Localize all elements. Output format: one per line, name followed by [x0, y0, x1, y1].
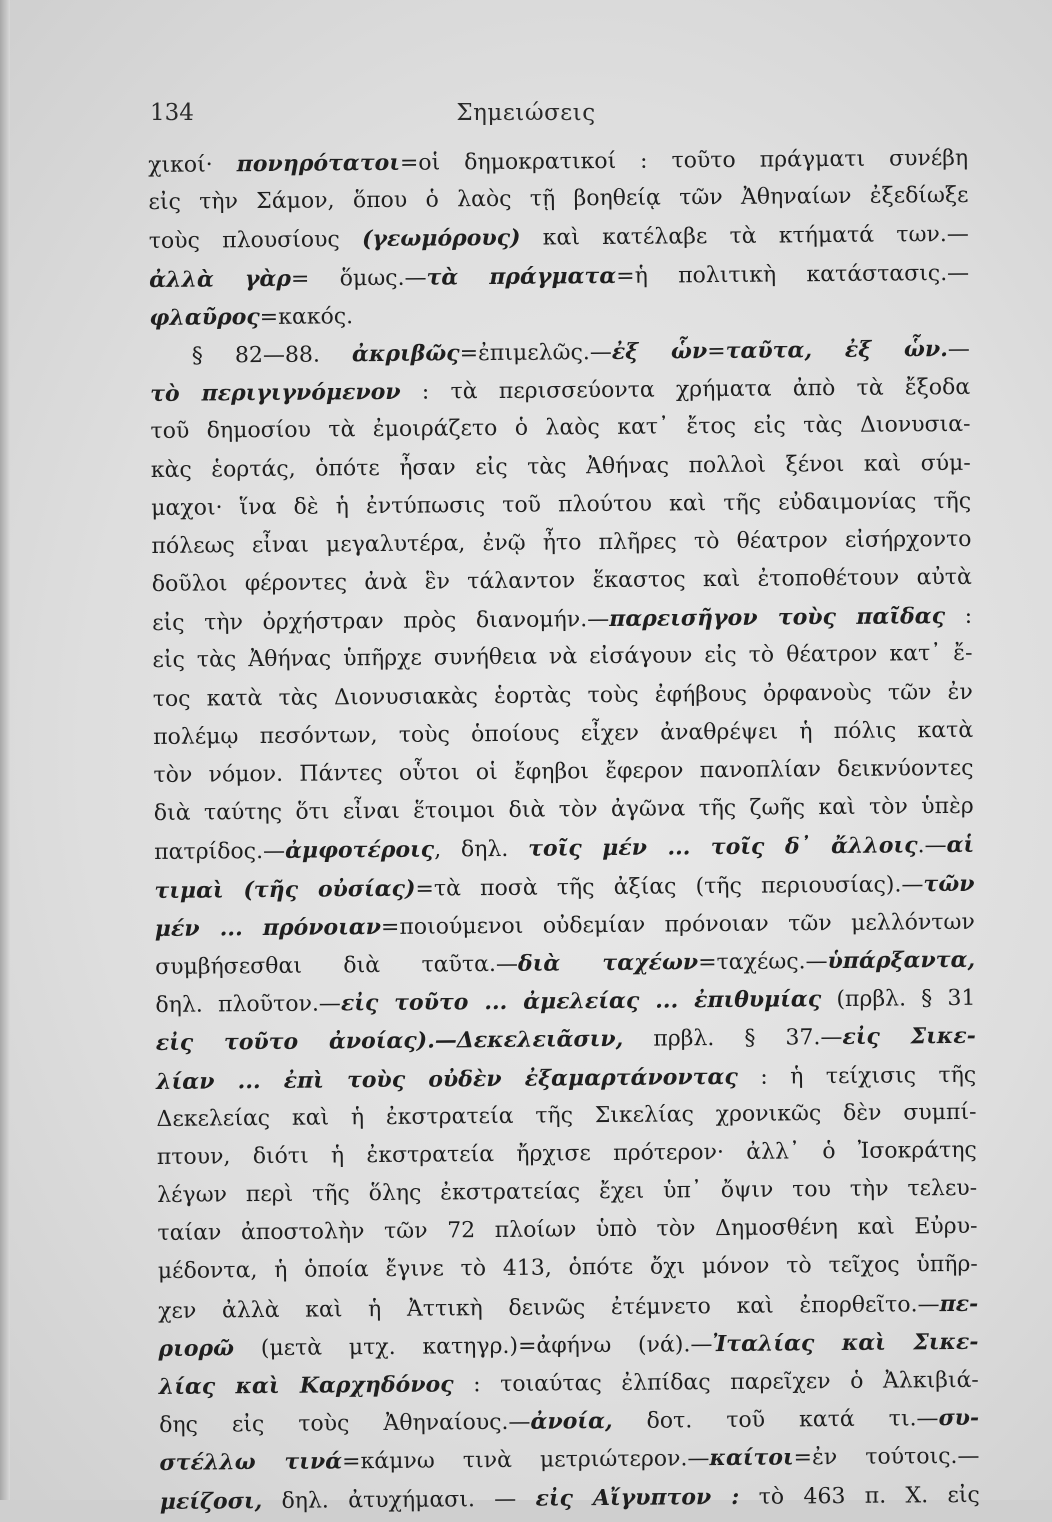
emphasis-term: μείζοσι, [159, 1487, 263, 1515]
text-line [151, 444, 971, 489]
text-segment: : τοιαύτας ἐλπίδας παρεῖχεν ὁ Ἀλκιβιά- [453, 1367, 979, 1398]
text-segment: , δηλ. [434, 837, 529, 863]
emphasis-term: ἀνοία, [530, 1408, 613, 1435]
text-segment: καὶ κατέλαβε τὰ κτήματά των.— [520, 222, 969, 252]
text-segment: δοτ. τοῦ κατά τι.— [612, 1406, 939, 1435]
text-segment: =ταχέως.— [698, 949, 828, 976]
text-line [149, 215, 969, 260]
emphasis-term: τιμαὶ (τῆς οὐσίας) [154, 875, 416, 904]
text-segment: =κάμνω τινὰ μετριώτερον.— [341, 1446, 710, 1475]
text-segment: πολέμῳ πεσόντων, τοὺς ὁποίους εἶχεν ἀναθρέψει ἡ πόλις κατὰ [153, 717, 974, 750]
emphasis-term: φλαῦρος [149, 303, 260, 331]
text-line [150, 406, 970, 451]
text-segment: πρβλ. § 37.— [623, 1025, 843, 1053]
text-segment: =ἐπιμελῶς.— [459, 339, 612, 367]
text-segment: =ἐν τούτοις.— [793, 1444, 980, 1471]
text-segment: τοῦ δημοσίου τὰ ἐμοιράζετο ὁ λαὸς κατ᾽ ἔτος εἰς τὰς Διονυσια- [150, 412, 971, 445]
text-segment: τὸ 463 π. Χ. εἰς [739, 1482, 980, 1510]
page-edge-shadow [0, 0, 10, 1500]
emphasis-term: διὰ ταχέων [517, 949, 699, 977]
emphasis-term: εἰς τοῦτο ἀνοίας).—Δεκελειᾶσιν, [155, 1026, 624, 1057]
text-segment: εἰς τὴν Σάμον, ὅπου ὁ λαὸς τῇ βοηθείᾳ τῶν Ἀθηναίων ἐξεδίωξε [148, 183, 969, 216]
text-segment: δης εἰς τοὺς Ἀθηναίους.— [159, 1409, 531, 1439]
text-segment: δοῦλοι φέροντες ἀνὰ ἓν τάλαντον ἕκαστος καὶ ἐτοποθέτουν αὐτὰ [151, 564, 972, 598]
text-segment: χικοί· [148, 152, 237, 178]
text-segment: πτουν, διότι ἡ ἐκστρατεία ἤρχισε πρότερον· ἀλλ᾽ ὁ Ἰσοκράτης [156, 1137, 977, 1170]
emphasis-term: εἰς Σικε- [842, 1023, 976, 1051]
emphasis-term: πε- [939, 1290, 979, 1317]
emphasis-term: ἀκριβῶς [351, 340, 460, 368]
text-segment: δηλ. ἀτυχήμασι. — [262, 1486, 536, 1514]
text-segment: Δεκελείας καὶ ἡ ἐκστρατεία τῆς Σικελίας χρονικῶς δὲν συμπί- [156, 1099, 977, 1132]
emphasis-term: αἱ [946, 832, 975, 859]
text-segment: χεν ἀλλὰ καὶ ἡ Ἀττικὴ δεινῶς ἐτέμνετο καὶ ἐπορθεῖτο.— [158, 1291, 940, 1324]
text-segment: μαχοι· ἵνα δὲ ἡ ἐντύπωσις τοῦ πλούτου καὶ τῆς εὐδαιμονίας τῆς [151, 488, 972, 521]
emphasis-term: τοῖς μέν ... τοῖς δ᾽ ἄλλοις [528, 832, 918, 863]
emphasis-term: τὸ περιγιγνόμενον [150, 378, 401, 408]
emphasis-term: ἀμφοτέροις [284, 836, 435, 865]
emphasis-term: ταῦτα, ἐξ ὧν. [725, 335, 948, 364]
text-segment: =κακός. [259, 303, 354, 330]
text-segment: (μετὰ μτχ. κατηγρ.)=ἀφήνω (νά).— [233, 1331, 713, 1362]
text-segment: τὸν νόμον. Πάντες οὗτοι οἱ ἔφηβοι ἔφερον πανοπλίαν δεικνύοντες [153, 755, 974, 788]
text-line [154, 826, 974, 871]
text-line [152, 635, 972, 680]
text-segment: : [944, 604, 973, 630]
text-segment: =τὰ ποσὰ τῆς ἀξίας (τῆς περιουσίας).— [415, 871, 924, 902]
emphasis-term: ριορῶ [158, 1335, 235, 1362]
emphasis-term: μέν ... πρόνοιαν [154, 913, 382, 942]
text-line [156, 1055, 976, 1100]
emphasis-term: ἐξ ὧν [611, 338, 708, 365]
text-segment: =ποιούμενοι οὐδεμίαν πρόνοιαν τῶν μελλόντων [380, 909, 975, 940]
emphasis-term: καίτοι [709, 1444, 794, 1472]
text-segment: =οἱ δημοκρατικοί : τοῦτο πράγματι συνέβη [399, 145, 969, 176]
text-segment: = ὅμως.— [290, 265, 427, 292]
text-line [156, 1017, 976, 1062]
text-segment: τος κατὰ τὰς Διονυσιακὰς ἑορτὰς τοὺς ἐφήβους ὀρφανοὺς τῶν ἐν [152, 679, 973, 712]
text-segment: διὰ ταύτης ὅτι εἶναι ἕτοιμοι διὰ τὸν ἀγῶνα τῆς ζωῆς καὶ τὸν ὑπὲρ [153, 794, 974, 827]
text-segment: λέγων περὶ τῆς ὅλης ἐκστρατείας ἔχει ὑπ᾽ ὄψιν του τὴν τελευ- [157, 1175, 978, 1209]
text-segment: δηλ. πλοῦτον.— [155, 991, 341, 1019]
text-segment: συμβήσεσθαι διὰ ταῦτα.— [155, 951, 519, 980]
emphasis-term: τῶν [923, 870, 975, 897]
text-segment: : ἡ τείχισις τῆς [737, 1062, 977, 1090]
emphasis-term: (γεωμόρους) [361, 225, 521, 253]
text-line [149, 253, 969, 298]
text-segment: πατρίδος.— [154, 839, 286, 866]
text-segment: =ἡ πολιτικὴ κατάστασις.— [616, 260, 970, 289]
emphasis-term: ἀλλὰ γὰρ [149, 265, 292, 293]
emphasis-term: παρεισῆγον τοὺς παῖδας [609, 603, 946, 633]
emphasis-term: εἰς τοῦτο ... ἀμελείας ... ἐπιθυμίας [340, 986, 822, 1017]
text-segment: μέδοντα, ἡ ὁποία ἔγινε τὸ 413, ὁπότε ὄχι μόνον τὸ τεῖχος ὑπῆρ- [157, 1252, 978, 1285]
emphasis-term: στέλλω τινά [159, 1448, 343, 1477]
notes-text-block [148, 139, 980, 1521]
emphasis-term: λίαν ... ἐπὶ τοὺς οὐδὲν ἐξαμαρτάνοντας [156, 1063, 738, 1095]
emphasis-term: λίας καὶ Καρχηδόνος [158, 1371, 454, 1400]
text-segment: = [707, 338, 726, 365]
emphasis-term: εἰς Αἴγυπτον : [535, 1483, 740, 1512]
emphasis-term: πονηρότατοι [236, 149, 401, 178]
text-segment: : τὰ περισσεύοντα χρήματα ἀπὸ τὰ ἔξοδα [400, 374, 971, 405]
text-segment: εἰς τὰς Ἀθήνας ὑπῆρχε συνήθεια νὰ εἰσάγουν εἰς τὸ θέατρον κατ᾽ ἔ- [152, 641, 973, 674]
text-segment: .— [917, 833, 947, 859]
running-title: Σημειώσεις [456, 100, 596, 126]
text-segment: κὰς ἑορτάς, ὁπότε ἦσαν εἰς τὰς Ἀθήνας πολλοὶ ξένοι καὶ σύμ- [150, 450, 971, 483]
page-number: 134 [150, 100, 194, 126]
emphasis-term: Ἰταλίας καὶ Σικε- [712, 1328, 979, 1357]
text-line [160, 1475, 980, 1520]
text-segment: (πρβλ. § 31 [821, 985, 976, 1013]
text-segment: § 82—88. [191, 342, 353, 369]
text-line [159, 1437, 979, 1482]
emphasis-term: ὑπάρξαντα, [827, 946, 976, 975]
text-segment: τοὺς πλουσίους [148, 227, 363, 255]
text-segment: πόλεως εἶναι μεγαλυτέρα, ἐνῷ ἦτο πλῆρες τὸ θέατρον εἰσήρχοντο [151, 526, 972, 559]
emphasis-term: τὰ πράγματα [426, 262, 617, 291]
text-line [158, 1246, 978, 1291]
emphasis-term: συ- [938, 1404, 980, 1432]
text-segment: ταίαν ἀποστολὴν τῶν 72 πλοίων ὑπὸ τὸν Δημοσθένη καὶ Εὐρυ- [157, 1214, 978, 1247]
text-segment: εἰς τὴν ὀρχήστραν πρὸς διανομήν.— [152, 607, 610, 637]
text-segment: — [947, 336, 970, 362]
